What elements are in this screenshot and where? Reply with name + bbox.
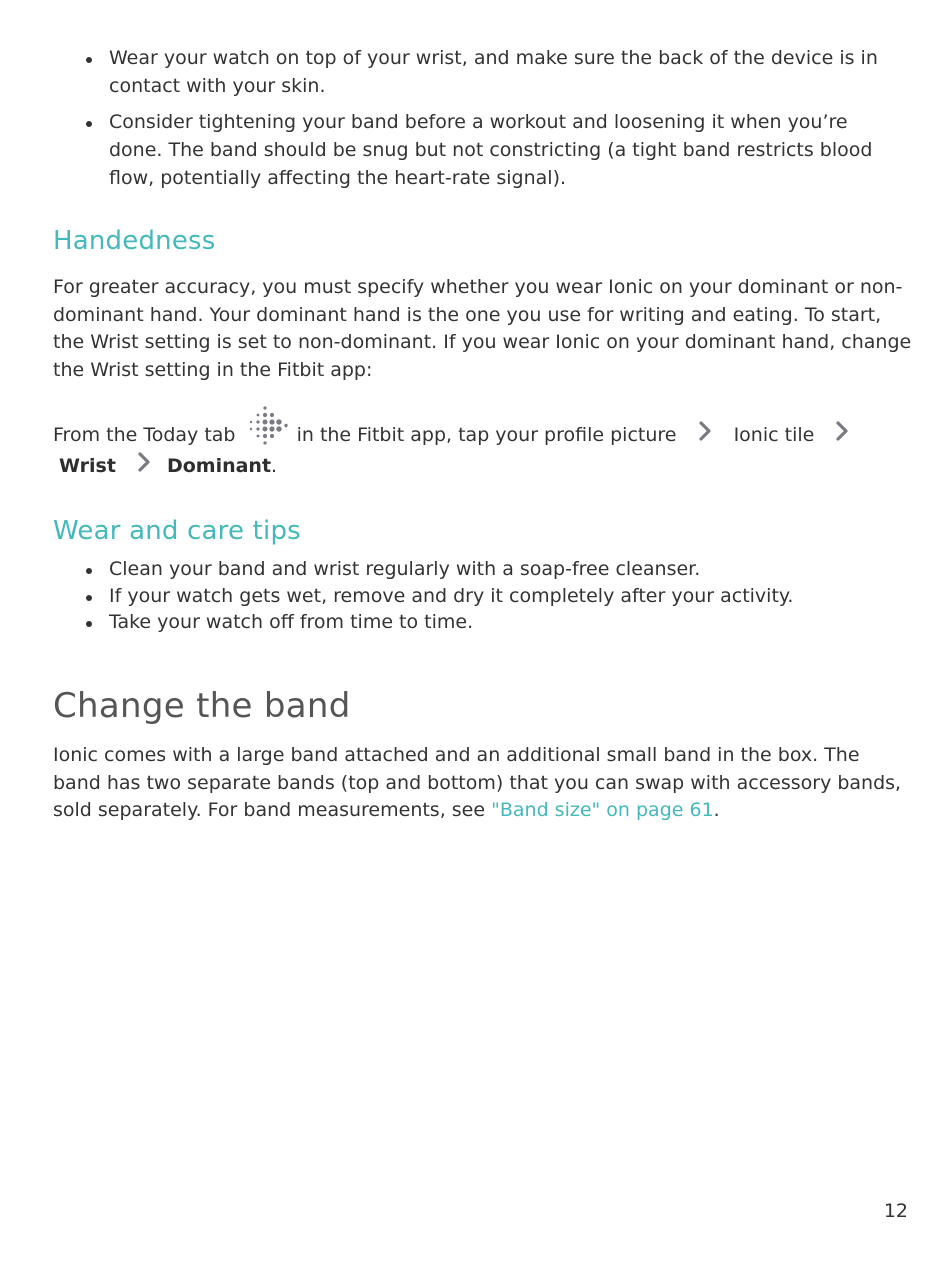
care-tips-list	[0, 556, 950, 636]
chevron-right-icon	[695, 421, 715, 441]
page-number: 12	[883, 1200, 908, 1222]
bullet-dot	[86, 568, 92, 574]
list-item-text: Clean your band and wrist regularly with a soap-free cleanser.	[109, 558, 701, 580]
chevron-right-icon	[134, 452, 154, 472]
chevron-right-icon	[832, 421, 852, 441]
instruction-text: From the Today tab	[53, 424, 236, 446]
list-item	[0, 109, 950, 192]
bullet-dot	[86, 621, 92, 627]
fit-tips-list	[0, 45, 950, 202]
list-item-text: Take your watch off from time to time.	[109, 611, 474, 633]
instruction-end: .	[271, 455, 278, 477]
paragraph-text: Ionic comes with a large band attached and an additional small band in the box. The band has two separate bands (top and bottom) that you can swap with accessory bands, sold separately. For band measurements, see	[53, 744, 902, 822]
wrist-step: Wrist	[59, 455, 116, 477]
list-item	[0, 609, 950, 636]
list-item-text: Consider tightening your band before a workout and loosening it when you’re done. The band should be snug but not constricting (a tight band restricts blood flow, potentially affecting the heart-rate signal).	[109, 111, 873, 189]
bullet-dot	[86, 57, 92, 63]
band-size-link[interactable]: "Band size" on page 61	[491, 799, 714, 822]
list-item	[0, 583, 950, 610]
wear-care-heading: Wear and care tips	[53, 516, 301, 546]
list-item-text: Wear your watch on top of your wrist, and make sure the back of the device is in contact with your skin.	[109, 47, 878, 97]
change-band-heading: Change the band	[53, 686, 351, 726]
list-item	[0, 556, 950, 583]
list-item	[0, 45, 950, 100]
ionic-tile-step: Ionic tile	[733, 424, 815, 446]
instruction-text: in the Fitbit app, tap your profile picture	[296, 424, 677, 446]
fitbit-dots-icon	[246, 405, 288, 445]
dominant-step: Dominant	[166, 455, 272, 477]
paragraph-end: .	[713, 799, 720, 822]
wrist-setting-instruction	[53, 405, 923, 482]
handedness-heading: Handedness	[53, 226, 216, 256]
bullet-dot	[86, 595, 92, 601]
change-band-paragraph	[53, 742, 913, 825]
list-item-text: If your watch gets wet, remove and dry it completely after your activity.	[109, 584, 794, 607]
handedness-paragraph: For greater accuracy, you must specify whether you wear Ionic on your dominant or non-dominant hand. Your dominant hand is the one you use for writing and eating. To start, the Wrist setting is set to non-dominant. If you wear Ionic on your dominant hand, change the Wrist setting in the Fitbit app:	[53, 276, 912, 382]
bullet-dot	[86, 121, 92, 127]
